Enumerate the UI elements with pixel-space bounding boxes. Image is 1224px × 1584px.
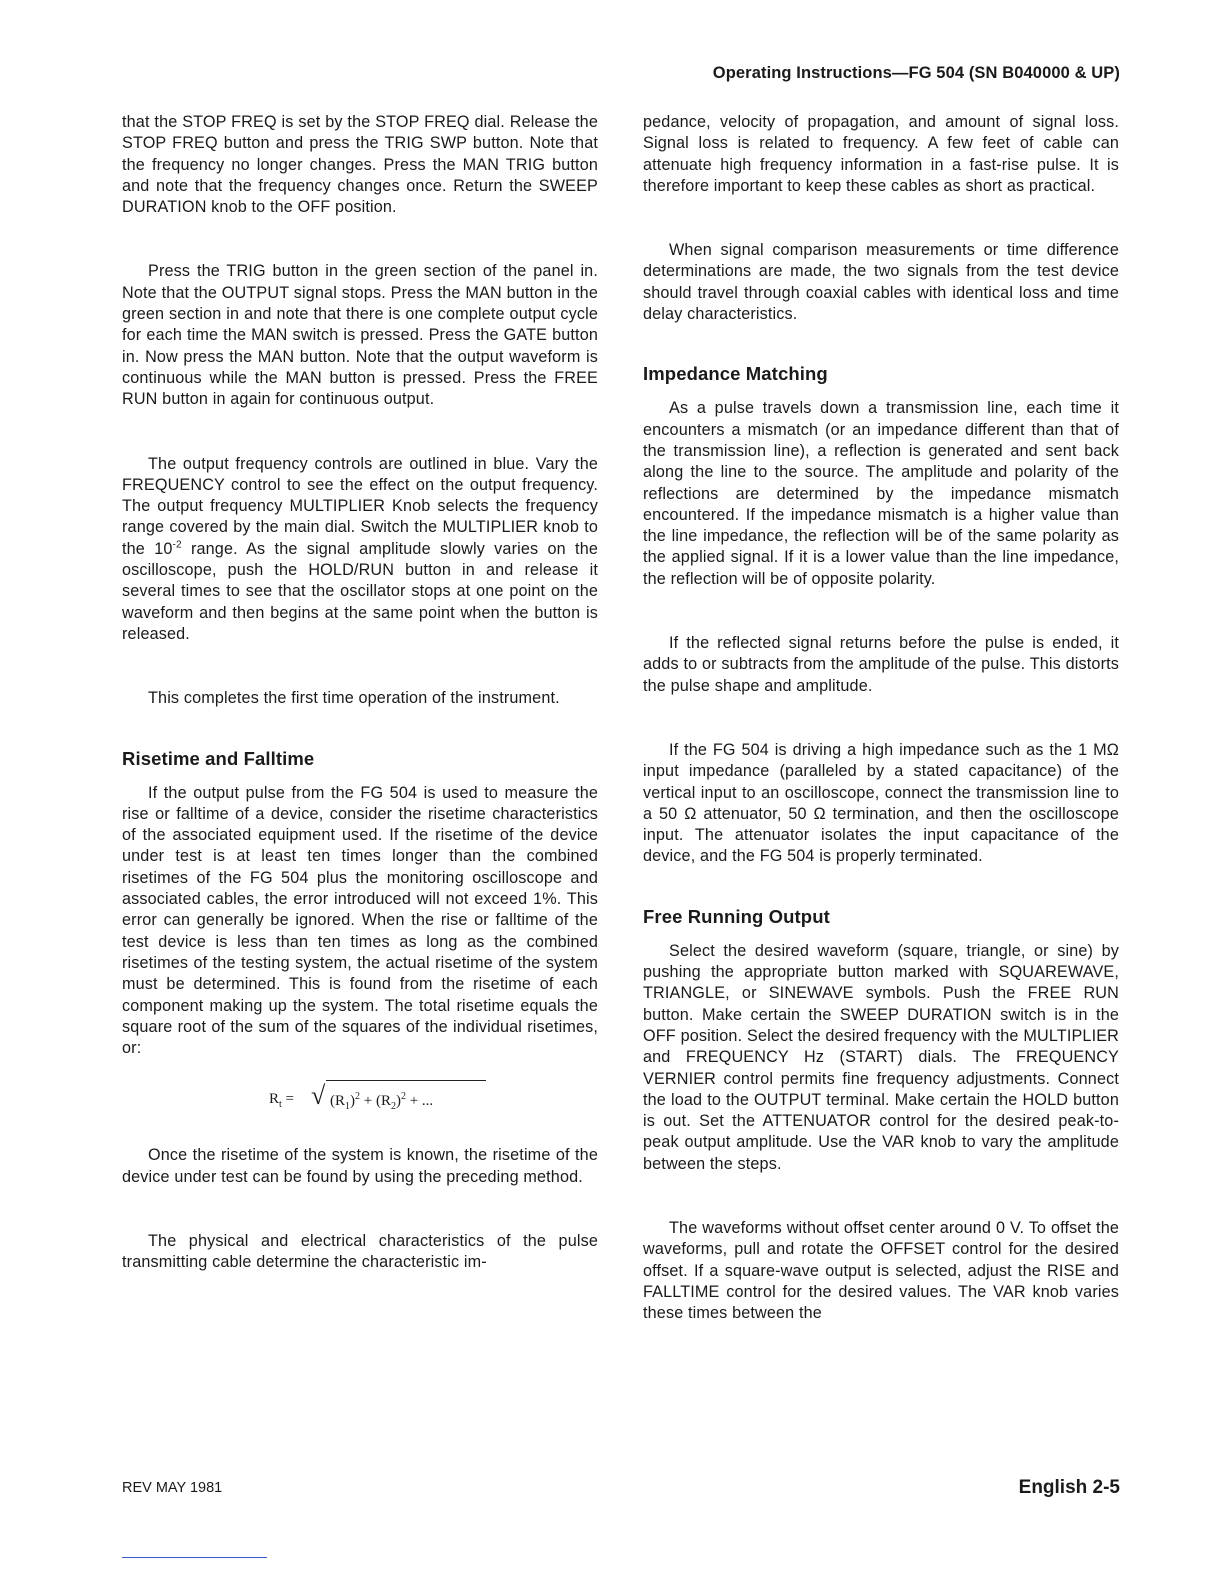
sqrt-bar bbox=[326, 1080, 486, 1081]
paragraph: that the STOP FREQ is set by the STOP FREQ dial. Release the STOP FREQ button and press the TRIG SWP button. Note that the frequency no longer changes. Press the MAN TRIG button and note that the frequency changes once. Return the SWEEP DURATION knob to the OFF position. bbox=[122, 113, 598, 217]
page-header: Operating Instructions—FG 504 (SN B040000 & UP) bbox=[712, 64, 1120, 82]
section-heading-free-running: Free Running Output bbox=[643, 905, 830, 927]
section-heading-impedance: Impedance Matching bbox=[643, 363, 828, 385]
paragraph: The waveforms without offset center around 0 V. To offset the waveforms, pull and rotate the OFFSET control for the desired offset. If a square-wave output is selected, adjust the RISE and FALLTIME control for the desired values. The VAR knob varies these times between the bbox=[643, 1218, 1119, 1323]
paragraph: The physical and electrical characteristics of the pulse transmitting cable determine the characteristic im- bbox=[122, 1231, 598, 1272]
paragraph bbox=[122, 261, 598, 410]
paragraph-text: Press the TRIG button in the green section of the panel in. Note that the OUTPUT signal stops. Press the MAN button in the green section in and note that there is one complete output cycle for each time the MAN switch is pressed. Press the GATE button in. Now press the MAN button. Note that the output waveform is continuous while the MAN button is pressed. Press the FREE RUN button in again for continuous output. bbox=[122, 262, 598, 409]
paragraph-text: range. As the signal amplitude slowly varies on the oscilloscope, push the HOLD/RUN button in and release it several times to see that the oscillator stops at one point on the waveform and then begins at the same point when the button is released. bbox=[122, 539, 599, 643]
superscript: -2 bbox=[172, 539, 182, 551]
page-number: English 2-5 bbox=[1018, 1477, 1120, 1498]
left-column bbox=[122, 112, 598, 1274]
paragraph-text: The output frequency controls are outlined in blue. Vary the FREQUENCY control to see the effect on the output frequency. The output frequency MULTIPLIER Knob selects the frequency range covered by the main dial. Switch the MULTIPLIER knob to the 10 bbox=[122, 454, 598, 558]
paragraph: Select the desired waveform (square, triangle, or sine) by pushing the appropriate button marked with SQUAREWAVE, TRIANGLE, or SINEWAVE symbols. Push the FREE RUN button. Make certain the SWEEP DURATION switch is in the OFF position. Select the desired frequency with the MULTIPLIER and FREQUENCY Hz (START) dials. The FREQUENCY VERNIER control permits fine frequency adjustments. Connect the load to the OUTPUT terminal. Make certain the HOLD button is out. Set the ATTENUATOR control for the desired peak-to-peak output amplitude. Use the VAR knob to vary the amplitude between the steps. bbox=[643, 941, 1119, 1173]
sqrt-symbol: √ bbox=[311, 1081, 326, 1111]
risetime-formula bbox=[122, 1073, 598, 1119]
paragraph: If the FG 504 is driving a high impedance such as the 1 MΩ input impedance (paralleled by a stated capacitance) of the vertical input to an oscilloscope, connect the transmission line to a 50 Ω attenuator, 50 Ω termination, and then the oscilloscope input. The attenuator isolates the input capacitance of the device, and the FG 504 is properly terminated. bbox=[643, 740, 1119, 866]
paragraph: As a pulse travels down a transmission line, each time it encounters a mismatch (or an impedance different than that of the transmission line), a reflection is generated and sent back along the line to the source. The amplitude and polarity of the reflections are determined by the impedance mismatch encountered. If the impedance mismatch is a higher value than the line impedance, the reflection will be of the same polarity as the applied signal. If it is a lower value than the line impedance, the reflection will be of opposite polarity. bbox=[643, 399, 1119, 588]
right-column bbox=[643, 112, 1119, 1324]
paragraph: If the reflected signal returns before the pulse is ended, it adds to or subtracts from the amplitude of the pulse. This distorts the pulse shape and amplitude. bbox=[643, 634, 1119, 695]
paragraph: Once the risetime of the system is known, the risetime of the device under test can be found by using the preceding method. bbox=[122, 1146, 598, 1186]
revision-date: REV MAY 1981 bbox=[122, 1480, 223, 1496]
formula-rhs: $(R_1)^2 + (R_2)^2$ + ... bbox=[330, 1091, 434, 1113]
paragraph: This completes the first time operation of the instrument. bbox=[148, 689, 560, 708]
footer-rule bbox=[122, 1557, 267, 1558]
paragraph: pedance, velocity of propagation, and amount of signal loss. Signal loss is related to frequency. A few feet of cable can attenuate high frequency information in a fast-rise pulse. It is therefore important to keep these cables as short as practical. bbox=[643, 113, 1119, 195]
section-heading-risetime: Risetime and Falltime bbox=[122, 747, 315, 769]
formula-lhs: $R_t$ = bbox=[269, 1091, 295, 1111]
paragraph: When signal comparison measurements or time difference determinations are made, the two signals from the test device should travel through coaxial cables with identical loss and time delay characteristics. bbox=[643, 241, 1119, 324]
paragraph: If the output pulse from the FG 504 is used to measure the rise or falltime of a device, consider the risetime characteristics of the associated equipment used. If the risetime of the device under test is at least ten times longer than the combined risetimes of the FG 504 plus the monitoring oscilloscope and associated cables, the error introduced will not exceed 1%. This error can generally be ignored. When the rise or falltime of the test device is less than ten times as long as the combined risetimes of the testing system, the actual risetime of the system must be determined. This is found from the risetime of each component making up the system. The total risetime equals the square root of the sum of the squares of the individual risetimes, or: bbox=[122, 783, 598, 1058]
paragraph-multiplier bbox=[122, 454, 598, 646]
